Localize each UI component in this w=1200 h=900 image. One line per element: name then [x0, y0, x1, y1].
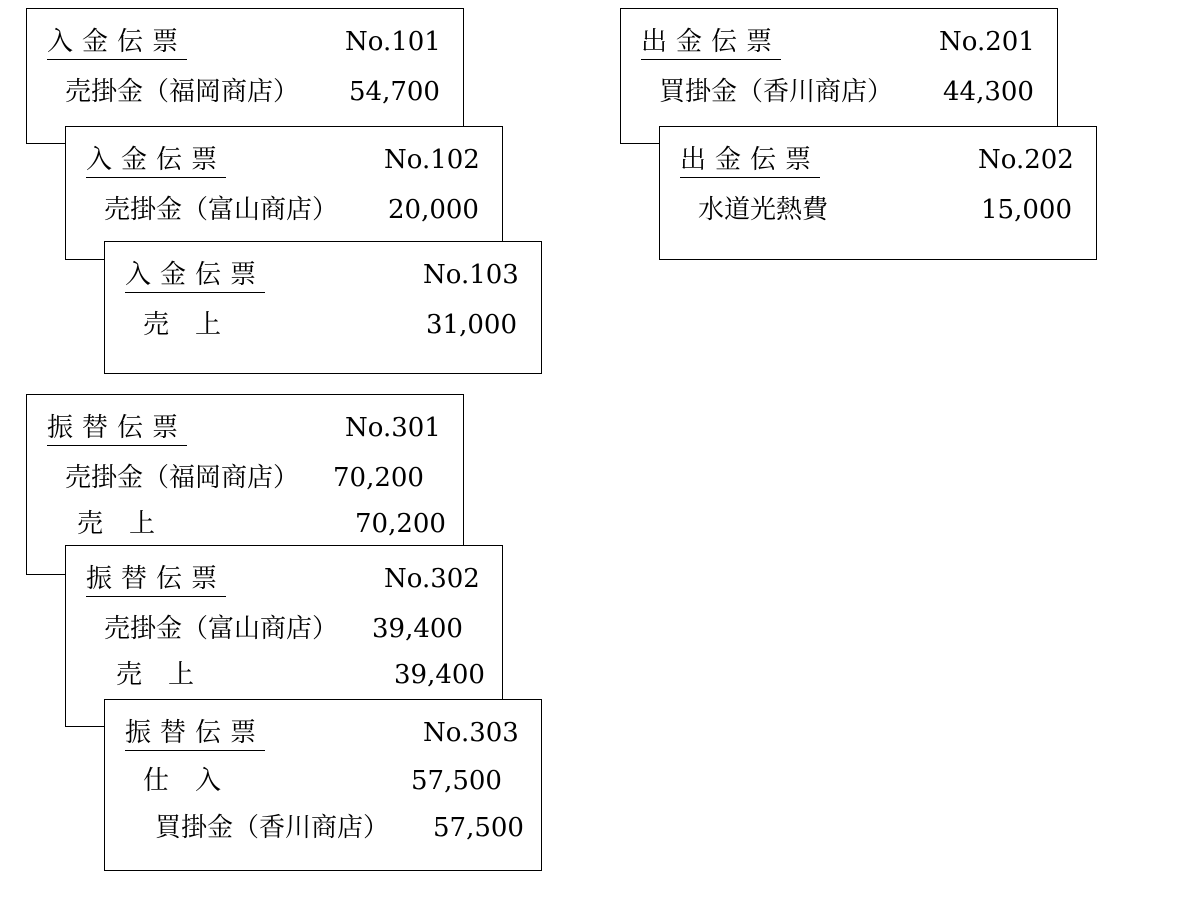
debit-account: 仕 入: [143, 766, 222, 796]
slip-number: No.301: [345, 413, 441, 443]
slip-account: 買掛金（香川商店）: [659, 77, 894, 107]
debit-amount: 39,400: [372, 614, 463, 644]
slip-title: 入金伝票: [125, 260, 265, 293]
slip-title: 入金伝票: [86, 145, 226, 178]
credit-account: 買掛金（香川商店）: [155, 813, 390, 843]
slip-account: 売 上: [143, 310, 222, 340]
slip-number: No.302: [384, 564, 480, 594]
payment-slip-201: [620, 8, 1058, 144]
slip-number: No.202: [978, 145, 1074, 175]
receipt-slip-101: [26, 8, 464, 144]
debit-amount: 70,200: [333, 463, 424, 493]
debit-amount: 57,500: [411, 766, 502, 796]
slip-account: 売掛金（福岡商店）: [65, 77, 300, 107]
credit-amount: 57,500: [433, 813, 524, 843]
slip-number: No.103: [423, 260, 519, 290]
slip-amount: 15,000: [981, 195, 1072, 225]
receipt-slip-102: [65, 126, 503, 260]
slip-number: No.101: [345, 27, 441, 57]
slip-number: No.303: [423, 718, 519, 748]
slip-title: 出金伝票: [680, 145, 820, 178]
credit-account: 売 上: [116, 660, 195, 690]
credit-amount: 70,200: [355, 509, 446, 539]
slip-account: 売掛金（富山商店）: [104, 195, 339, 225]
slip-title: 振替伝票: [47, 413, 187, 446]
slip-amount: 44,300: [943, 77, 1034, 107]
slip-number: No.201: [939, 27, 1035, 57]
slip-title: 振替伝票: [125, 718, 265, 751]
slip-number: No.102: [384, 145, 480, 175]
debit-account: 売掛金（富山商店）: [104, 614, 339, 644]
slip-title: 入金伝票: [47, 27, 187, 60]
payment-slip-202: [659, 126, 1097, 260]
credit-amount: 39,400: [394, 660, 485, 690]
credit-account: 売 上: [77, 509, 156, 539]
receipt-slip-103: [104, 241, 542, 374]
slip-amount: 54,700: [349, 77, 440, 107]
transfer-slip-303: [104, 699, 542, 871]
slip-amount: 20,000: [388, 195, 479, 225]
slip-amount: 31,000: [426, 310, 517, 340]
debit-account: 売掛金（福岡商店）: [65, 463, 300, 493]
slip-title: 出金伝票: [641, 27, 781, 60]
slip-account: 水道光熱費: [698, 195, 829, 225]
slip-title: 振替伝票: [86, 564, 226, 597]
